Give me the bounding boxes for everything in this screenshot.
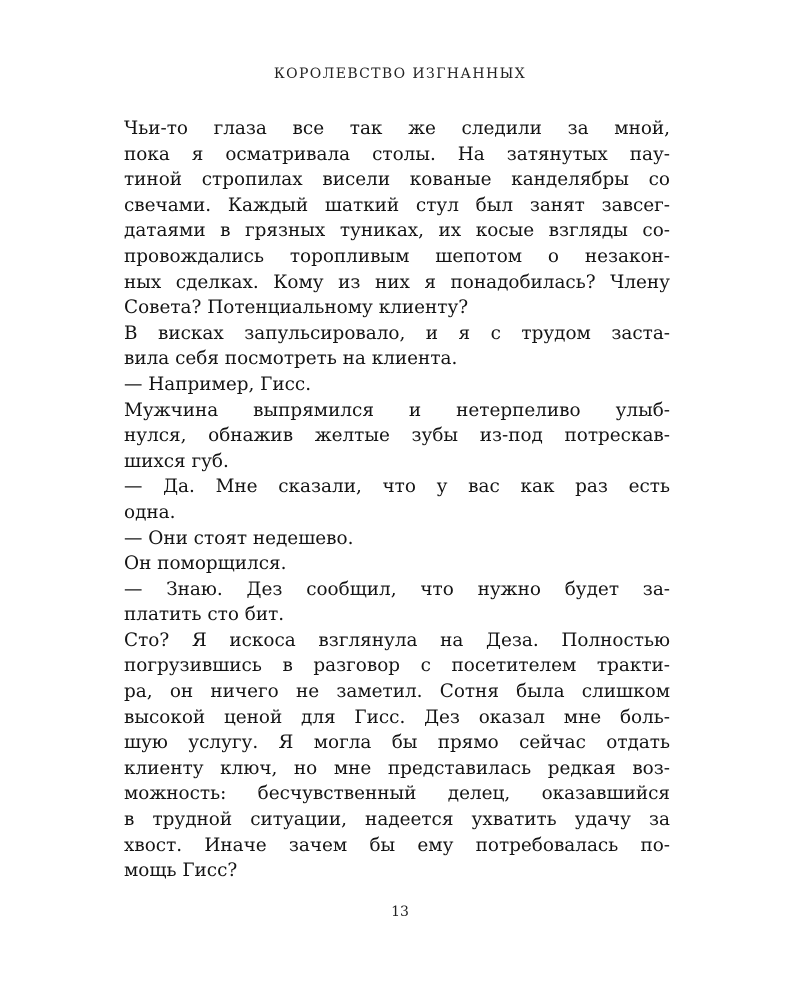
text-line: шую услугу. Я могла бы прямо сейчас отдать bbox=[124, 732, 670, 754]
text-line: ных сделках. Кому из них я понадобилась? Члену bbox=[124, 271, 670, 293]
text-line: можность: бесчувственный делец, оказавшийся bbox=[124, 783, 670, 805]
text-line: — Они стоят недешево. bbox=[124, 527, 354, 549]
body-text bbox=[124, 116, 670, 884]
text-line: Мужчина выпрямился и нетерпеливо улыб- bbox=[124, 399, 670, 421]
text-line: ра, он ничего не заметил. Сотня была слишком bbox=[124, 681, 670, 703]
text-line: Сто? Я искоса взглянула на Деза. Полностью bbox=[124, 629, 670, 651]
text-line: высокой ценой для Гисс. Дез оказал мне боль- bbox=[124, 706, 670, 728]
text-line: клиенту ключ, но мне представилась редкая воз- bbox=[124, 757, 670, 779]
text-line: погрузившись в разговор с посетителем тракти- bbox=[124, 655, 670, 677]
text-line: В висках запульсировало, и я с трудом заста- bbox=[124, 322, 670, 344]
text-line: платить сто бит. bbox=[124, 604, 285, 626]
text-line: датаями в грязных туниках, их косые взгляды со- bbox=[124, 220, 670, 242]
page-number: 13 bbox=[391, 904, 409, 920]
text-line: Чьи-то глаза все так же следили за мной, bbox=[124, 118, 670, 139]
text-line: нулся, обнажив желтые зубы из-под потрескав- bbox=[124, 425, 670, 447]
running-head: КОРОЛЕВСТВО ИЗГНАННЫХ bbox=[273, 66, 527, 82]
text-line: вила себя посмотреть на клиента. bbox=[124, 348, 458, 370]
text-line: мощь Гисс? bbox=[124, 860, 238, 882]
text-line: Совета? Потенциальному клиенту? bbox=[124, 297, 469, 319]
text-line: в трудной ситуации, надеется ухватить удачу за bbox=[124, 809, 670, 831]
text-line: шихся губ. bbox=[124, 450, 229, 472]
text-line: хвост. Иначе зачем бы ему потребовалась по- bbox=[124, 834, 670, 856]
text-line: провождались торопливым шепотом о незакон- bbox=[124, 245, 670, 267]
text-line: пока я осматривала столы. На затянутых пау- bbox=[124, 143, 670, 165]
text-line: — Знаю. Дез сообщил, что нужно будет за- bbox=[124, 578, 670, 600]
text-line: свечами. Каждый шаткий стул был занят завсег- bbox=[124, 194, 670, 216]
text-line: одна. bbox=[124, 501, 176, 523]
text-line: — Например, Гисс. bbox=[124, 373, 312, 395]
text-line: — Да. Мне сказали, что у вас как раз есть bbox=[124, 476, 670, 498]
text-line: Он поморщился. bbox=[124, 553, 287, 575]
text-line: тиной стропилах висели кованые канделябры со bbox=[124, 169, 670, 191]
